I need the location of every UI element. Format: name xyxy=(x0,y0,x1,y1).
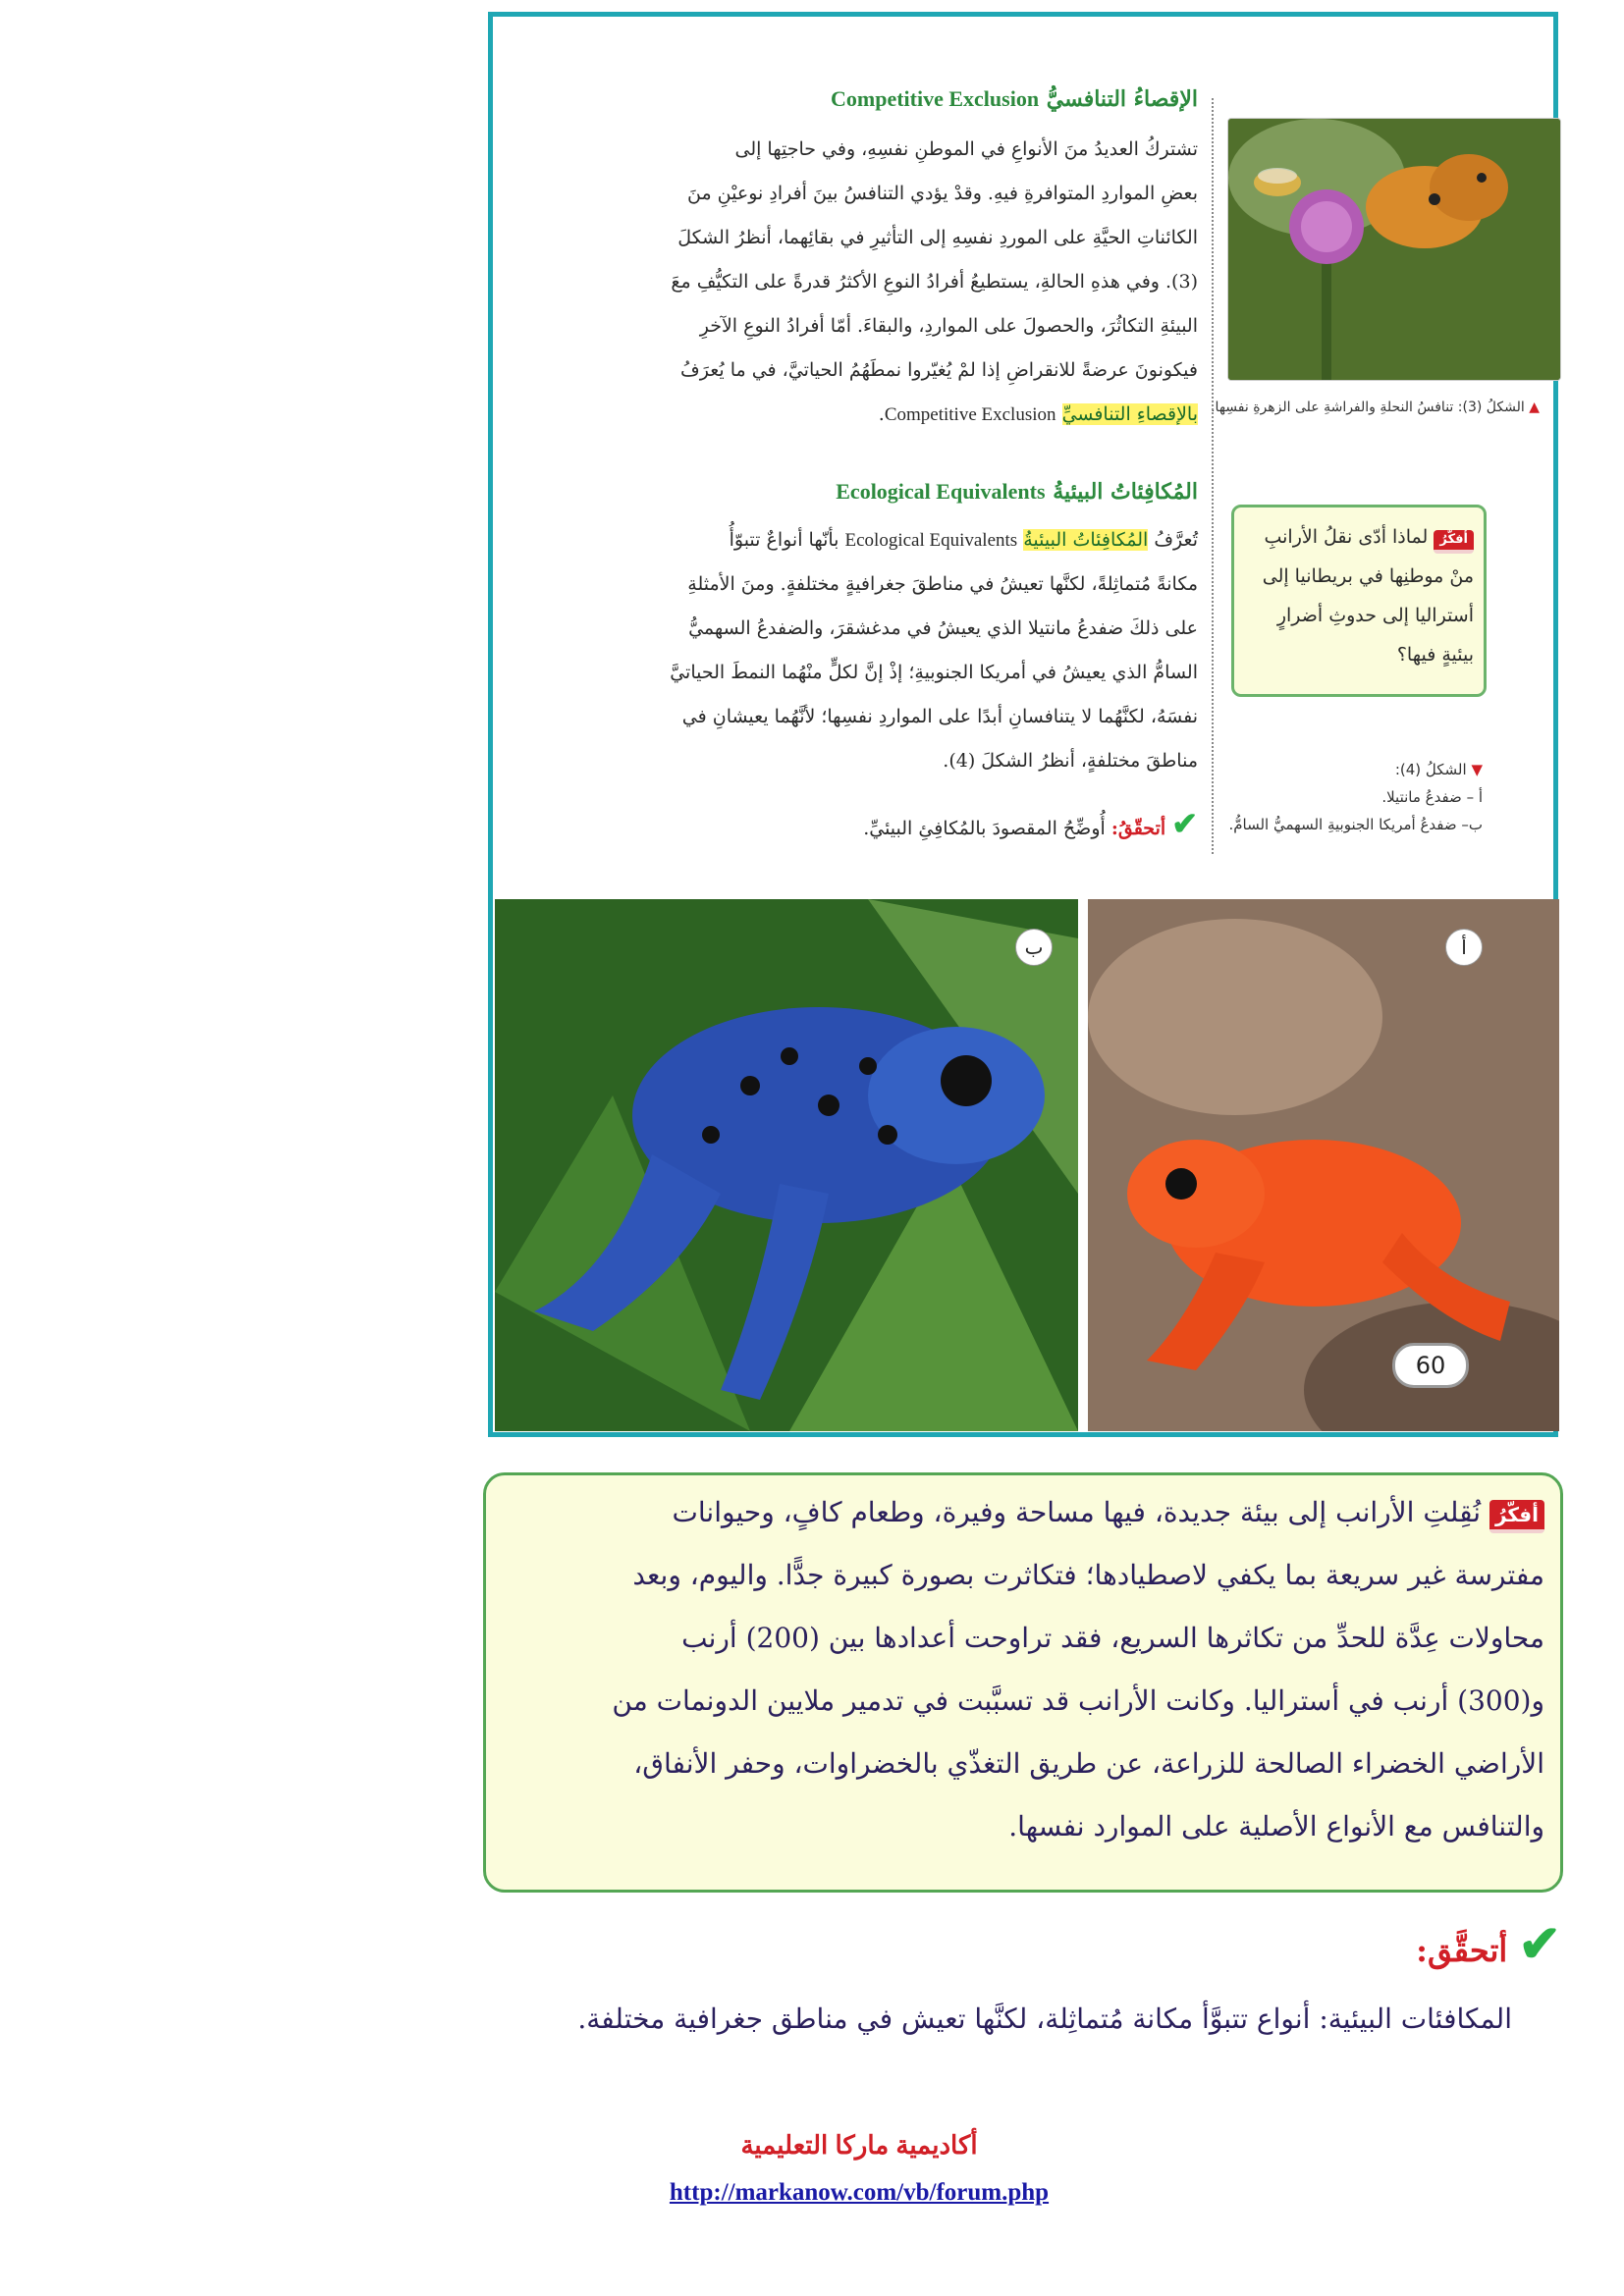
think-box-small xyxy=(1231,505,1487,697)
think-line: مفترسة غير سريعة بما يكفي لاصطيادها؛ فتكاثرت بصورة كبيرة جدًّا. واليوم، وبعد xyxy=(632,1559,1544,1591)
footer-academy-name: أكاديمية ماركا التعليمية xyxy=(740,2130,978,2160)
think-line: والتنافس مع الأنواع الأصلية على الموارد نفسها. xyxy=(1008,1810,1544,1842)
heading-ar: المُكافِئاتُ البيئيةُ xyxy=(1053,479,1198,505)
think-line: و(300) أرنب في أستراليا. وكانت الأرانب قد تسبَّبت في تدمير ملايين الدونمات من xyxy=(612,1684,1544,1717)
think-line: منْ موطنِها في بريطانيا إلى xyxy=(1262,565,1474,587)
think-box-large xyxy=(483,1472,1563,1893)
think-line: أستراليا إلى حدوثِ أضرارٍ xyxy=(1276,605,1474,626)
section-heading-ecological-equivalents xyxy=(746,479,1198,505)
text-line-first xyxy=(619,518,1198,562)
figure3-caption xyxy=(1208,397,1540,418)
text-line: الكائناتِ الحيَّةِ على الموردِ نفسِهِ إلى التأثيرِ في بقائِهما، أنظرُ الشكلَ xyxy=(677,227,1198,248)
text-line: فيكونونَ عرضةً للانقراضِ إذا لمْ يُغيّروا نمطَهُمُ الحياتيَّ، في ما يُعرَفُ xyxy=(680,359,1198,381)
punctuation: . xyxy=(878,403,885,425)
highlight-term: بالإقصاءِ التنافسيِّ xyxy=(1061,403,1198,425)
section-body-ecological-equivalents xyxy=(619,518,1198,783)
think-line: الأراضي الخضراء الصالحة للزراعة، عن طريق التغذّي بالخضراوات، وحفر الأنفاق، xyxy=(633,1747,1544,1780)
text-line: مكانةً مُتماثِلةً، لكنَّها تعيشُ في مناطقَ جغرافيةٍ مختلفةٍ. ومنَ الأمثلةِ xyxy=(687,573,1198,595)
think-line: نُقِلتِ الأرانب إلى بيئة جديدة، فيها مساحة وفيرة، وطعام كافٍ، وحيوانات xyxy=(672,1496,1482,1528)
term-en: Ecological Equivalents xyxy=(844,530,1018,551)
text-line: تشتركُ العديدُ منَ الأنواعِ في الموطنِ نفسِهِ، وفي حاجتِها إلى xyxy=(734,138,1198,160)
figure4-caption xyxy=(1227,756,1483,838)
check-icon: ✔ xyxy=(1171,805,1198,842)
caption-title: الشكلُ (4): xyxy=(1394,761,1467,778)
caption-item-b: ب– ضفدعُ أمريكا الجنوبيةِ السهميُّ السامُّ. xyxy=(1228,816,1483,833)
think-badge: أفكّرُ xyxy=(1434,530,1474,554)
blue-frog-illustration xyxy=(495,899,1078,1431)
check-text: أُوضِّحُ المقصودَ بالمُكافِئِ البيئيِّ. xyxy=(863,818,1106,839)
bee-butterfly-photo xyxy=(1227,118,1561,381)
text-line: السامُّ الذي يعيشُ في أمريكا الجنوبيةِ؛ إذْ إنَّ لكلٍّ منْهُما النمطَ الحياتيَّ xyxy=(670,662,1198,683)
check-answer: المكافئات البيئية: أنواع تتبوَّأ مكانة مُتماثِلة، لكنَّها تعيش في مناطق جغرافية مختلفة. xyxy=(577,2002,1512,2035)
text-span: بأنّها أنواعٌ تتبوّأُ xyxy=(729,529,839,551)
orange-frog-illustration xyxy=(1088,899,1559,1431)
think-line: محاولات عِدَّة للحدِّ من تكاثرها السريع، فقد تراوحت أعدادها بين (200) أرنب xyxy=(681,1622,1544,1654)
section-heading-competitive-exclusion xyxy=(746,86,1198,112)
text-span: تُعرَّفُ xyxy=(1154,529,1198,551)
check-label: أتحقّقُ: xyxy=(1110,818,1166,839)
term-en: Competitive Exclusion xyxy=(884,404,1056,425)
think-badge: أفكّرُ xyxy=(1489,1500,1544,1533)
caption-item-a: أ – ضفدعُ مانتيلا. xyxy=(1381,788,1483,806)
caption-text: الشكلُ (3): تنافسُ النحلةِ والفراشةِ على الزهرةِ نفسِها. xyxy=(1211,400,1525,415)
heading-en: Competitive Exclusion xyxy=(831,86,1040,111)
column-divider xyxy=(1212,98,1214,854)
text-line: على ذلكَ ضفدعُ مانتيلا الذي يعيشُ في مدغشقرَ، والضفدعُ السهميُّ xyxy=(688,617,1198,639)
section-body-competitive-exclusion xyxy=(619,128,1198,437)
think-line: بيئيةٍ فيها؟ xyxy=(1396,644,1474,666)
text-line-last xyxy=(619,393,1198,437)
footer-forum-link[interactable]: http://markanow.com/vb/forum.php xyxy=(669,2179,1050,2206)
photo-label-b: ب xyxy=(1015,929,1053,966)
check-small xyxy=(785,805,1198,842)
check-label: أتحقَّق: xyxy=(1416,1932,1508,1969)
heading-en: Ecological Equivalents xyxy=(836,479,1046,504)
page-number: 60 xyxy=(1392,1343,1469,1388)
mantella-frog-photo xyxy=(1088,899,1559,1431)
text-line: بعضِ المواردِ المتوافرةِ فيهِ. وقدْ يؤدي التنافسُ بينَ أفرادِ نوعيْنِ منَ xyxy=(687,183,1198,204)
text-line: مناطقَ مختلفةٍ، أنظرُ الشكلَ (4). xyxy=(943,750,1198,772)
photo-label-a: أ xyxy=(1445,929,1483,966)
text-line: البيئةِ التكاثُرَ، والحصولَ على المواردِ، والبقاءَ. أمّا أفرادُ النوعِ الآخرِ xyxy=(699,315,1198,337)
triangle-marker-icon: ▼ xyxy=(1471,761,1483,778)
text-line: (3). وفي هذهِ الحالةِ، يستطيعُ أفرادُ النوعِ الأكثرُ قدرةً على التكيُّفِ معَ xyxy=(671,271,1198,293)
highlight-term: المُكافِئاتُ البيئيةُ xyxy=(1023,529,1149,551)
blue-poison-dart-frog-photo xyxy=(495,899,1078,1431)
triangle-marker-icon: ▲ xyxy=(1529,400,1540,415)
check-large-heading xyxy=(1276,1914,1561,1974)
flower-illustration xyxy=(1228,119,1560,380)
think-line: لماذا أدّى نقلُ الأرانبِ xyxy=(1264,526,1429,548)
check-icon: ✔ xyxy=(1518,1914,1561,1974)
heading-ar: الإقصاءُ التنافسيُّ xyxy=(1046,86,1198,112)
text-line: نفسَهُ، لكنَّهُما لا يتنافسانِ أبدًا على المواردِ نفسِها؛ لأنَّهُما يعيشانِ في xyxy=(681,706,1198,727)
